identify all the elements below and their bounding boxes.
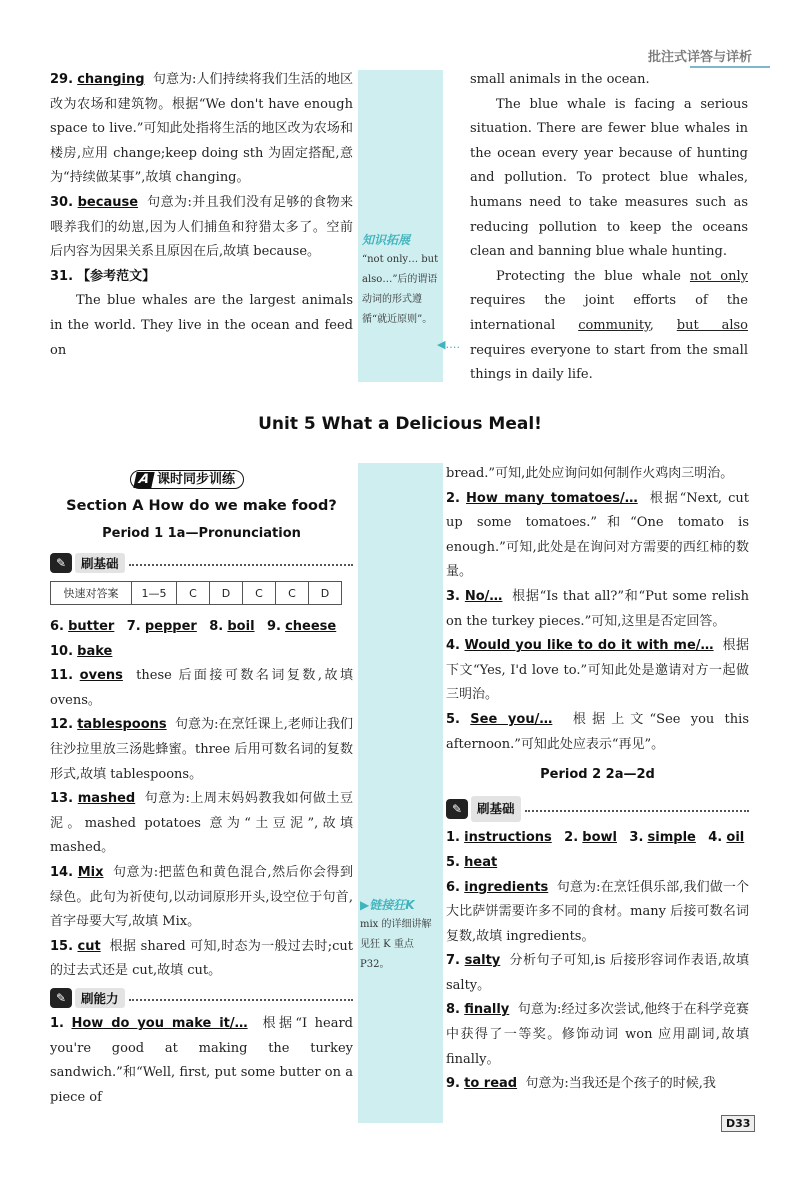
word-answers-6-9: [50, 615, 353, 640]
ability-question-3: [446, 585, 749, 634]
a5-explanation: 根据上文“See you this afternoon.”可知此处应表示“再见”。: [446, 711, 749, 752]
quick-answer: D: [309, 582, 342, 605]
b3-number: 3.: [629, 830, 644, 846]
a1-answer: How do you make it/…: [71, 1015, 248, 1031]
b4-number: 4.: [708, 830, 723, 846]
p3-text-d: requires everyone to start from the small things in daily life.: [470, 342, 748, 383]
b8-answer: finally: [464, 1002, 510, 1018]
b8-explanation: 句意为:经过多次尝试,他终于在科学竞赛中获得了一等奖。修饰动词 won 应用副词,故填 finally。: [446, 1002, 750, 1067]
b-question-7: [446, 949, 749, 998]
a1-number: 1.: [50, 1015, 64, 1031]
ability-question-5: [446, 708, 749, 757]
essay-paragraph-2: The blue whale is facing a serious situation. There are fewer blue whales in the ocean every year because of hunting and pollution. To protect blue whales, humans need to take measures such as reducing pollution to keep the oceans clean and banning blue whale hunting.: [470, 96, 748, 260]
q12-number: 12.: [50, 717, 74, 733]
basic-tag-label: 刷基础: [75, 553, 125, 573]
q30-explanation: 句意为:并且我们没有足够的食物来喂养我们的幼崽,因为人们捕鱼和狩猎太多了。空前后内容为因果关系且原因在后,故填 because。: [50, 194, 354, 260]
q13-number: 13.: [50, 791, 74, 807]
a2-answer: How many tomatoes/…: [466, 490, 638, 506]
essay-paragraph-1: The blue whales are the largest animals in the world. They live in the ocean and feed on: [50, 293, 353, 358]
q11-answer: ovens: [79, 668, 123, 684]
b1-number: 1.: [446, 830, 460, 846]
a4-explanation: 根据下文“Yes, I'd love to.”可知此处是邀请对方一起做三明治。: [446, 638, 749, 703]
bottom-left-column: [50, 468, 353, 1110]
q9-answer: cheese: [285, 619, 337, 634]
question-10: [50, 640, 353, 665]
basic-tag-label: 刷基础: [471, 796, 521, 823]
question-31: [50, 265, 353, 290]
q13-answer: mashed: [77, 791, 136, 807]
quick-answer: C: [177, 582, 210, 605]
a4-number: 4.: [446, 638, 460, 654]
p3-text-a: Protecting the blue whale: [496, 268, 690, 284]
side-note-strip-bottom: [358, 463, 443, 1123]
lesson-badge: [130, 468, 353, 488]
question-12: [50, 713, 353, 787]
a3-answer: No/…: [464, 588, 503, 604]
a1-explanation: 根据“I heard you're good at making the turkey sandwich.”和“Well, first, put some butter on a piece of: [50, 1015, 353, 1105]
section-title: Section A How do we make food?: [66, 498, 337, 514]
ability-tag-label: 刷能力: [75, 988, 125, 1008]
b-question-8: [446, 998, 749, 1072]
badge-mark: A: [133, 472, 154, 488]
q7-number: 7.: [126, 619, 141, 634]
knowledge-note-title: 知识拓展: [362, 233, 411, 247]
b9-number: 9.: [446, 1076, 460, 1092]
b-question-5: [446, 851, 749, 876]
b1-answer: instructions: [464, 830, 552, 846]
link-note-title-text: 链接狂K: [369, 898, 415, 912]
p3-text-b: requires the joint efforts of the international: [470, 293, 748, 333]
brush-icon: ✎: [446, 799, 468, 819]
q11-explanation: these 后面接可数名词复数,故填 ovens。: [50, 668, 354, 708]
ability-answers-left: [50, 1012, 353, 1110]
brush-icon: ✎: [50, 988, 72, 1008]
b6-number: 6.: [446, 879, 460, 895]
q14-answer: Mix: [77, 864, 104, 880]
link-note-title: ▶链接狂K: [360, 898, 415, 912]
b5-number: 5.: [446, 854, 460, 870]
unit-title: Unit 5 What a Delicious Meal!: [258, 414, 542, 434]
quick-answer: C: [276, 582, 309, 605]
question-13: [50, 787, 353, 861]
q7-answer: pepper: [144, 619, 197, 634]
q9-number: 9.: [266, 619, 281, 634]
b6-answer: ingredients: [464, 879, 549, 895]
q8-answer: boil: [227, 619, 255, 634]
a2-explanation: 根据“Next, cut up some tomatoes.”和“One tomato is enough.”可知,此处是在询问对方需要的西红柿的数量。: [446, 490, 749, 580]
basic-tag-2: [446, 796, 749, 823]
a1-continuation: bread.”可知,此处应询问如何制作火鸡肉三明治。: [446, 466, 734, 481]
b4-answer: oil: [726, 830, 745, 846]
a3-number: 3.: [446, 588, 460, 604]
q31-label: 【参考范文】: [77, 268, 156, 284]
b-question-9: [446, 1072, 749, 1097]
q12-answer: tablespoons: [77, 717, 167, 733]
ability-question-1: [50, 1012, 353, 1110]
ability-tag: [50, 988, 353, 1008]
b2-number: 2.: [564, 830, 579, 846]
q15-explanation: 根据 shared 可知,时态为一般过去时;cut 的过去式还是 cut,故填 cut。: [50, 938, 353, 979]
question-30: [50, 191, 353, 265]
note-arrow-icon: ◀‥‥: [437, 338, 461, 351]
b7-number: 7.: [446, 953, 460, 969]
q29-answer: changing: [77, 72, 145, 87]
brush-icon: ✎: [50, 553, 72, 573]
quick-answer: C: [243, 582, 276, 605]
b6-explanation: 句意为:在烹饪俱乐部,我们做一个大比萨饼需要许多不同的食材。many 后接可数名词复数,故填 ingredients。: [446, 879, 749, 944]
p3-text-c: ,: [649, 317, 677, 333]
p3-underline-community: community: [578, 317, 650, 333]
p3-underline-but-also: but also: [676, 317, 748, 333]
q29-number: 29.: [50, 72, 74, 87]
b8-number: 8.: [446, 1002, 460, 1018]
essay-paragraph-3: [470, 265, 748, 388]
quick-answer-table: [50, 581, 342, 605]
side-note-strip-top: [358, 70, 443, 382]
b9-explanation: 句意为:当我还是个孩子的时候,我: [525, 1076, 716, 1092]
p3-underline-not-only: not only: [689, 268, 749, 284]
q6-answer: butter: [68, 619, 115, 634]
quick-range: 1—5: [132, 582, 177, 605]
q30-number: 30.: [50, 194, 74, 210]
q14-explanation: 句意为:把蓝色和黄色混合,然后你会得到绿色。此句为祈使句,以动词原形开头,设空位于句首,首字母要大写,故填 Mix。: [50, 864, 353, 930]
a5-number: 5.: [446, 711, 460, 727]
a5-answer: See you/…: [470, 711, 553, 727]
word-answers-1-4: [446, 826, 749, 851]
q29-explanation: 句意为:人们持续将我们生活的地区改为农场和建筑物。根据“We don't have enough space to live.”可知此处指将生活的地区改为农场和楼房,应用 change;keep doing sth 为固定搭配,意为“持续做某事”,故填 changing。: [50, 72, 354, 186]
q13-explanation: 句意为:上周末妈妈教我如何做土豆泥。mashed potatoes 意为“土豆泥”,故填 mashed。: [50, 791, 353, 856]
ability-question-4: [446, 634, 749, 708]
question-11: [50, 664, 353, 713]
b3-answer: simple: [647, 830, 696, 846]
q14-number: 14.: [50, 864, 74, 880]
b5-answer: heat: [464, 854, 498, 870]
q8-number: 8.: [209, 619, 224, 634]
q10-number: 10.: [50, 643, 74, 659]
b2-answer: bowl: [582, 830, 617, 846]
page-number: D33: [721, 1115, 755, 1132]
q12-explanation: 句意为:在烹饪课上,老师让我们往沙拉里放三汤匙蜂蜜。three 后用可数名词的复数形式,故填 tablespoons。: [50, 717, 354, 782]
q15-number: 15.: [50, 938, 74, 954]
badge-text: 课时同步训练: [157, 472, 236, 487]
b9-answer: to read: [464, 1076, 518, 1092]
link-note-text: mix 的详细讲解见狂 K 重点 P32。: [360, 919, 432, 970]
running-header: 批注式详答与详析: [647, 50, 752, 65]
knowledge-note: [362, 230, 442, 330]
essay-line-0: small animals in the ocean.: [470, 72, 650, 87]
a3-explanation: 根据“Is that all?”和“Put some relish on the turkey pieces.”可知,这里是否定回答。: [446, 588, 750, 629]
period-2-title: Period 2 2a—2d: [540, 767, 655, 783]
b-question-6: [446, 876, 749, 950]
link-note: [360, 895, 440, 975]
question-15: [50, 935, 353, 984]
quick-label: 快速对答案: [51, 582, 132, 605]
b7-explanation: 分析句子可知,is 后接形容词作表语,故填 salty。: [446, 953, 750, 993]
period-1-title: Period 1 1a—Pronunciation: [102, 526, 301, 541]
basic-tag-1: [50, 553, 353, 573]
q30-answer: because: [77, 194, 139, 210]
q11-number: 11.: [50, 668, 74, 684]
top-right-column: [470, 68, 748, 388]
question-29: [50, 68, 353, 191]
bottom-right-column: [446, 462, 749, 1097]
a4-answer: Would you like to do it with me/…: [464, 638, 714, 654]
question-14: [50, 861, 353, 935]
top-left-column: [50, 68, 353, 363]
p1-answers: [50, 615, 353, 984]
q31-number: 31.: [50, 268, 74, 284]
ability-question-2: [446, 487, 749, 585]
q15-answer: cut: [77, 938, 101, 954]
a2-number: 2.: [446, 490, 460, 506]
q10-answer: bake: [77, 643, 113, 659]
b7-answer: salty: [464, 953, 501, 969]
q6-number: 6.: [50, 619, 64, 634]
knowledge-note-text: “not only… but also…”后的谓语动词的形式遵循“就近原则”。: [362, 254, 439, 325]
quick-answer: D: [210, 582, 243, 605]
